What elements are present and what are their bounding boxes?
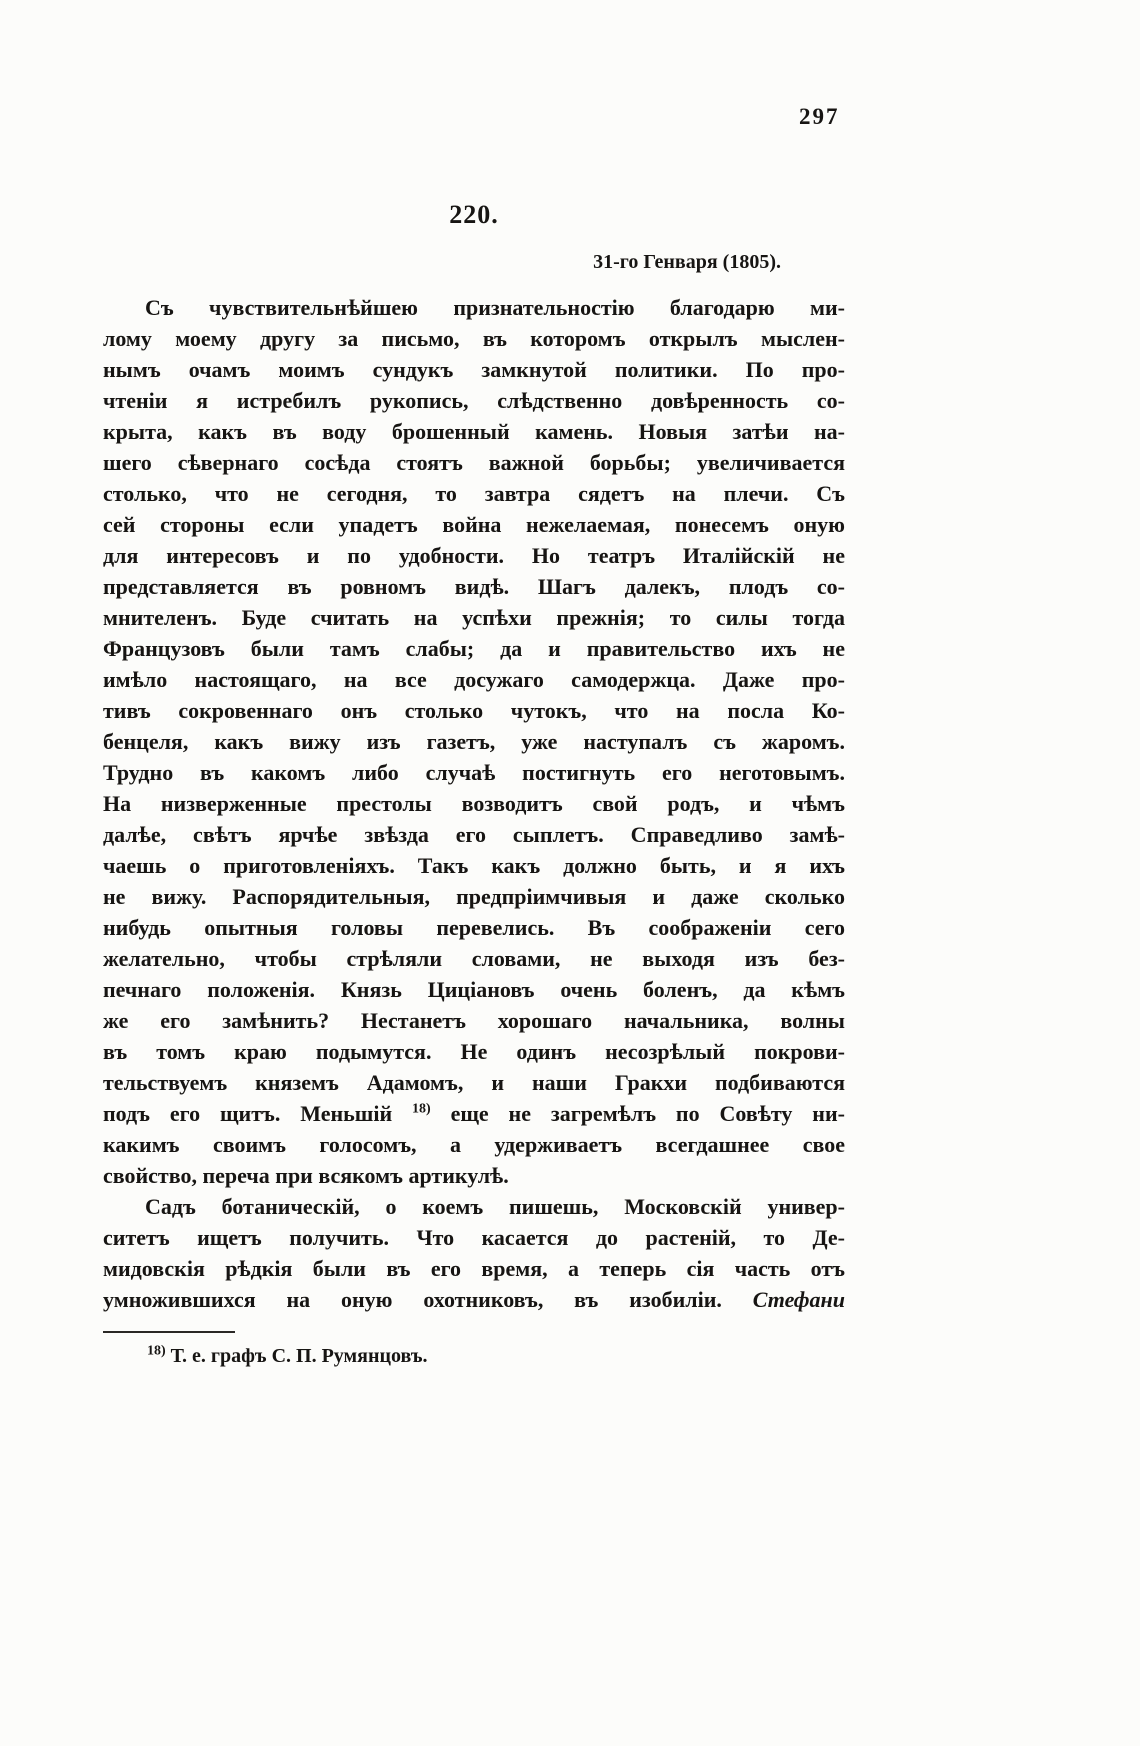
text-line-with-italic xyxy=(103,1284,845,1315)
text-line: Французовъ были тамъ слабы; да и правительство ихъ не xyxy=(103,636,845,661)
text-line: тивъ сокровеннаго онъ столько чутокъ, что на посла Ко- xyxy=(103,698,845,723)
dateline: 31-го Генваря (1805). xyxy=(593,251,781,273)
text-line: нибудь опытныя головы перевелись. Въ соображеніи сего xyxy=(103,915,845,940)
text-line: имѣло настоящаго, на все досужаго самодержца. Даже про- xyxy=(103,667,845,692)
footnote-text: Т. е. графъ С. П. Румянцовъ. xyxy=(165,1345,428,1367)
text-line: Трудно въ какомъ либо случаѣ постигнуть его неготовымъ. xyxy=(103,760,845,785)
text-segment: еще не загремѣлъ по Совѣту ни- xyxy=(430,1101,845,1126)
text-line-with-footnote-ref xyxy=(103,1098,845,1129)
text-line: какимъ своимъ голосомъ, а удерживаетъ всегдашнее свое xyxy=(103,1132,845,1157)
text-line: свойство, переча при всякомъ артикулѣ. xyxy=(103,1163,509,1188)
text-line: Садъ ботаническій, о коемъ пишешь, Московскій универ- xyxy=(145,1194,845,1219)
text-column xyxy=(103,200,845,1369)
letter-number: 220. xyxy=(449,200,499,229)
text-line: шего сѣвернаго сосѣда стоятъ важной борьбы; увеличивается xyxy=(103,450,845,475)
text-line: печнаго положенія. Князь Циціановъ очень боленъ, да кѣмъ xyxy=(103,977,845,1002)
text-line: чтеніи я истребилъ рукопись, слѣдственно довѣренность со- xyxy=(103,388,845,413)
text-segment-italic: Стефани xyxy=(752,1287,845,1312)
text-line: далѣе, свѣтъ ярчѣе звѣзда его сыплетъ. Справедливо замѣ- xyxy=(103,822,845,847)
text-line: мнителенъ. Буде считать на успѣхи прежнія; то силы тогда xyxy=(103,605,845,630)
text-line: тельствуемъ княземъ Адамомъ, и наши Гракхи подбиваются xyxy=(103,1070,845,1095)
text-line: представляется въ ровномъ видѣ. Шагъ далекъ, плодъ со- xyxy=(103,574,845,599)
text-line: крыта, какъ въ воду брошенный камень. Новыя затѣи на- xyxy=(103,419,845,444)
text-line: въ томъ краю подымутся. Не одинъ несозрѣлый покрови- xyxy=(103,1039,845,1064)
text-line: не вижу. Распорядительныя, предпріимчивыя и даже сколько xyxy=(103,884,845,909)
text-line: нымъ очамъ моимъ сундукъ замкнутой политики. По про- xyxy=(103,357,845,382)
text-line: лому моему другу за письмо, въ которомъ открылъ мыслен- xyxy=(103,326,845,351)
text-line: же его замѣнить? Нестанетъ хорошаго начальника, волны xyxy=(103,1008,845,1033)
text-line: бенцеля, какъ вижу изъ газетъ, уже наступалъ съ жаромъ. xyxy=(103,729,845,754)
text-line: На низверженные престолы возводитъ свой родъ, и чѣмъ xyxy=(103,791,845,816)
text-line: сей стороны если упадетъ война нежелаемая, понесемъ оную xyxy=(103,512,845,537)
page-number: 297 xyxy=(799,104,840,129)
text-segment: подъ его щитъ. Меньшій xyxy=(103,1101,413,1126)
letter-body xyxy=(103,292,845,1315)
footnote-ref: 18) xyxy=(412,1101,431,1117)
text-line: для интересовъ и по удобности. Но театръ Италійскій не xyxy=(103,543,845,568)
footnote xyxy=(103,1343,845,1369)
footnote-separator xyxy=(103,1331,235,1333)
text-line: Съ чувствительнѣйшею признательностію благодарю ми- xyxy=(145,295,845,320)
text-line: чаешь о приготовленіяхъ. Такъ какъ должно быть, и я ихъ xyxy=(103,853,845,878)
text-line: столько, что не сегодня, то завтра сядетъ на плечи. Съ xyxy=(103,481,845,506)
text-line: желательно, чтобы стрѣляли словами, не выходя изъ без- xyxy=(103,946,845,971)
footnote-marker: 18) xyxy=(147,1343,166,1359)
text-segment: умножившихся на оную охотниковъ, въ изобиліи. xyxy=(103,1287,753,1312)
text-line: мидовскія рѣдкія были въ его время, а теперь сія часть отъ xyxy=(103,1256,845,1281)
text-line: ситетъ ищетъ получить. Что касается до растеній, то Де- xyxy=(103,1225,845,1250)
